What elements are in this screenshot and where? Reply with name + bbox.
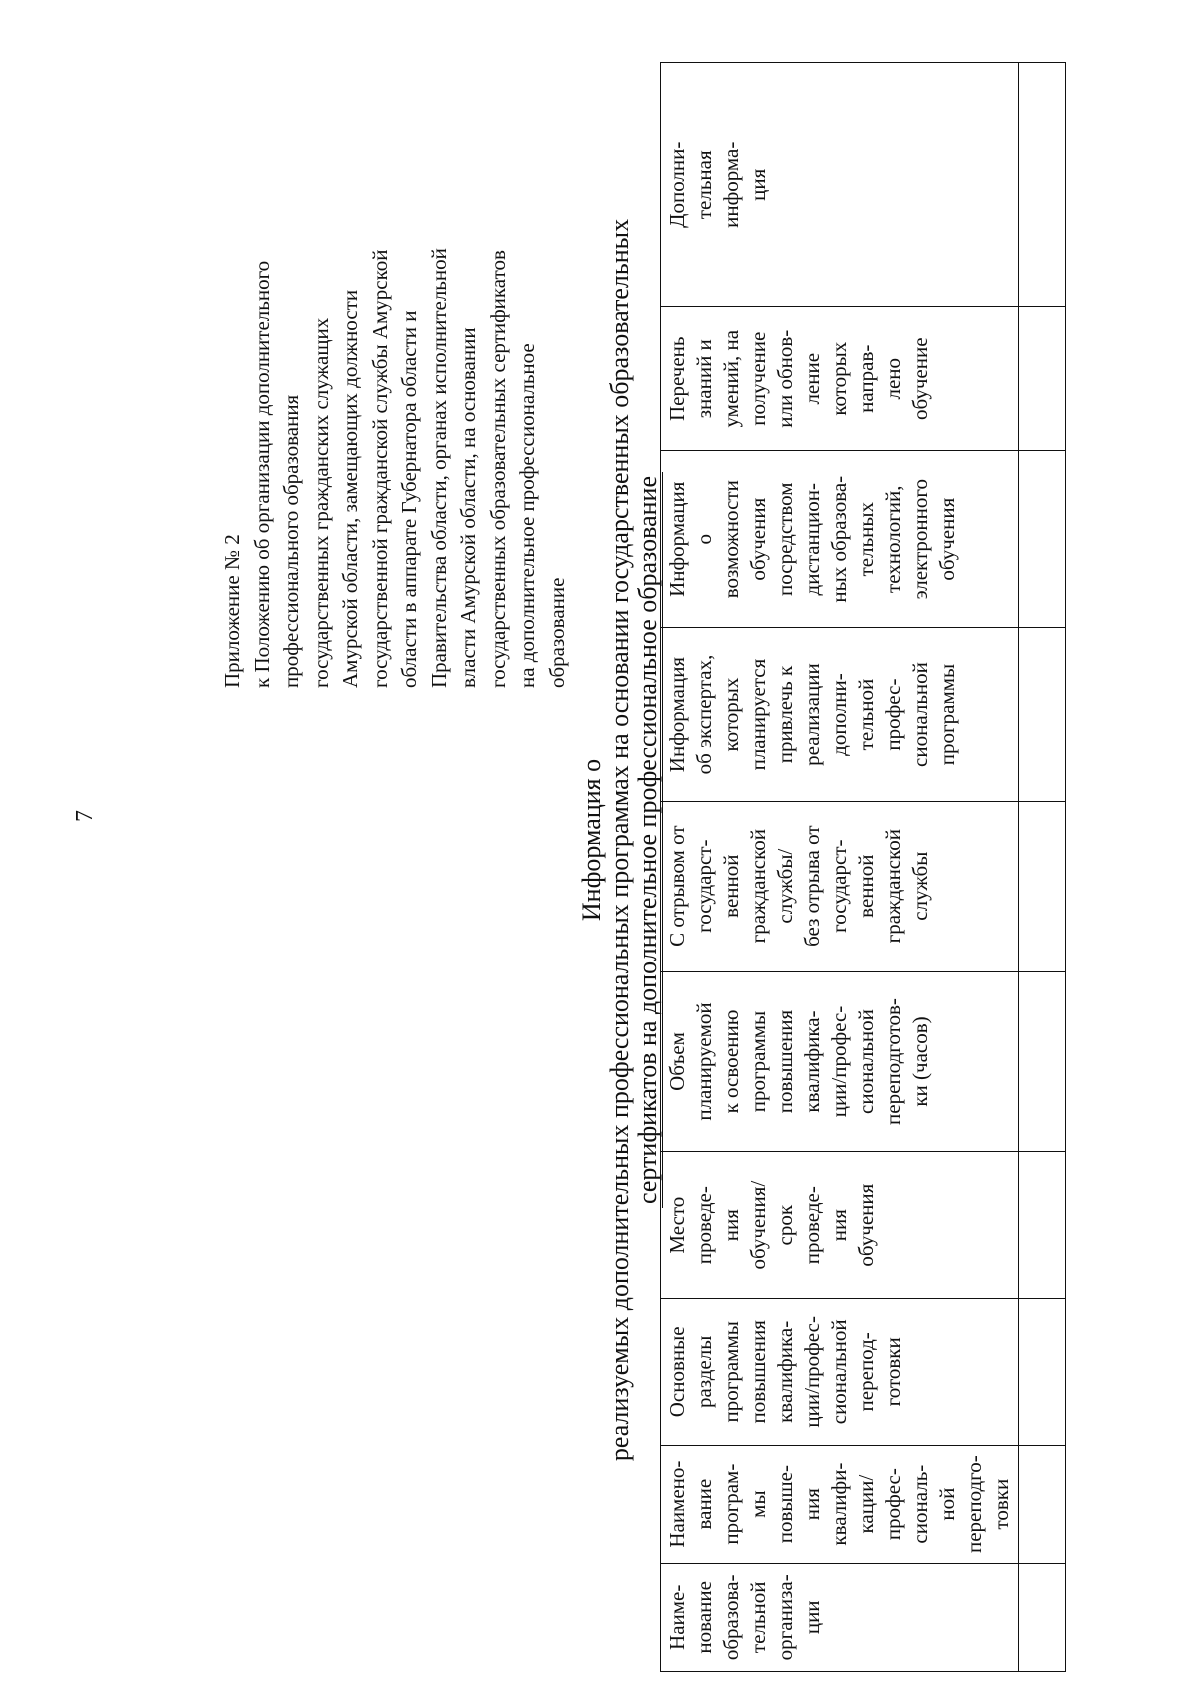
table-cell xyxy=(1019,307,1066,450)
header-cell: Основные разделы программы повышения квалифика- ции/профес- сиональной перепод- готовки xyxy=(661,1299,1019,1446)
table-cell xyxy=(1019,450,1066,627)
appendix-note: Приложение № 2 к Положению об организации дополнительного профессионального образования государственных гражданских служащих Амурской области, замещающих должности государственной гражданской службы Амурской области в аппарате Губернатора области и Правительства области, органах исполнительной власти Амурской области, на основании государственных образовательных сертификатов на дополнительное профессиональное образование xyxy=(220,248,569,688)
title-line-1: Информация о xyxy=(577,758,606,922)
table-cell xyxy=(1019,1299,1066,1446)
table-cell xyxy=(1019,1152,1066,1299)
table-cell xyxy=(1019,628,1066,801)
header-cell: С отрывом от государст- венной гражданской службы/ без отрыва от государст- венной гражданской службы xyxy=(661,801,1019,971)
table-cell xyxy=(1019,971,1066,1152)
table-row xyxy=(1019,63,1066,1672)
header-cell: Объем планируемой к освоению программы повышения квалифика- ции/профес- сиональной переподготов- ки (часов) xyxy=(661,971,1019,1152)
header-cell: Наиме- нование образова- тельной организа- ции xyxy=(661,1563,1019,1671)
table-header-row xyxy=(661,63,1019,1672)
table-cell xyxy=(1019,1563,1066,1671)
header-cell: Информация об экспертах, которых планируется привлечь к реализации дополни- тельной профес- сиональной программы xyxy=(661,628,1019,801)
programs-info-table xyxy=(660,62,1066,1672)
table-cell xyxy=(1019,63,1066,308)
title-line-2: реализуемых дополнительных профессиональных программах на основании государственных образовательных xyxy=(605,218,634,1462)
page-number: 7 xyxy=(72,810,98,822)
header-cell: Место проведе- ния обучения/ срок проведе- ния обучения xyxy=(661,1152,1019,1299)
table-cell xyxy=(1019,801,1066,971)
header-cell: Наимено- вание програм- мы повыше- ния квалифи- кации/ профес- сиональ- ной переподго- товки xyxy=(661,1445,1019,1563)
header-cell: Информация о возможности обучения посредством дистанцион- ных образова- тельных технологий, электронного обучения xyxy=(661,450,1019,627)
header-cell: Перечень знаний и умений, на получение или обнов- ление которых направ- лено обучение xyxy=(661,307,1019,450)
table-cell xyxy=(1019,1445,1066,1563)
header-cell: Дополни- тельная информа- ция xyxy=(661,63,1019,308)
title-line-3: сертификатов на дополнительное профессиональное образование xyxy=(634,472,663,1208)
rotated-document-page xyxy=(40,0,1200,1690)
document-title xyxy=(578,0,663,1690)
